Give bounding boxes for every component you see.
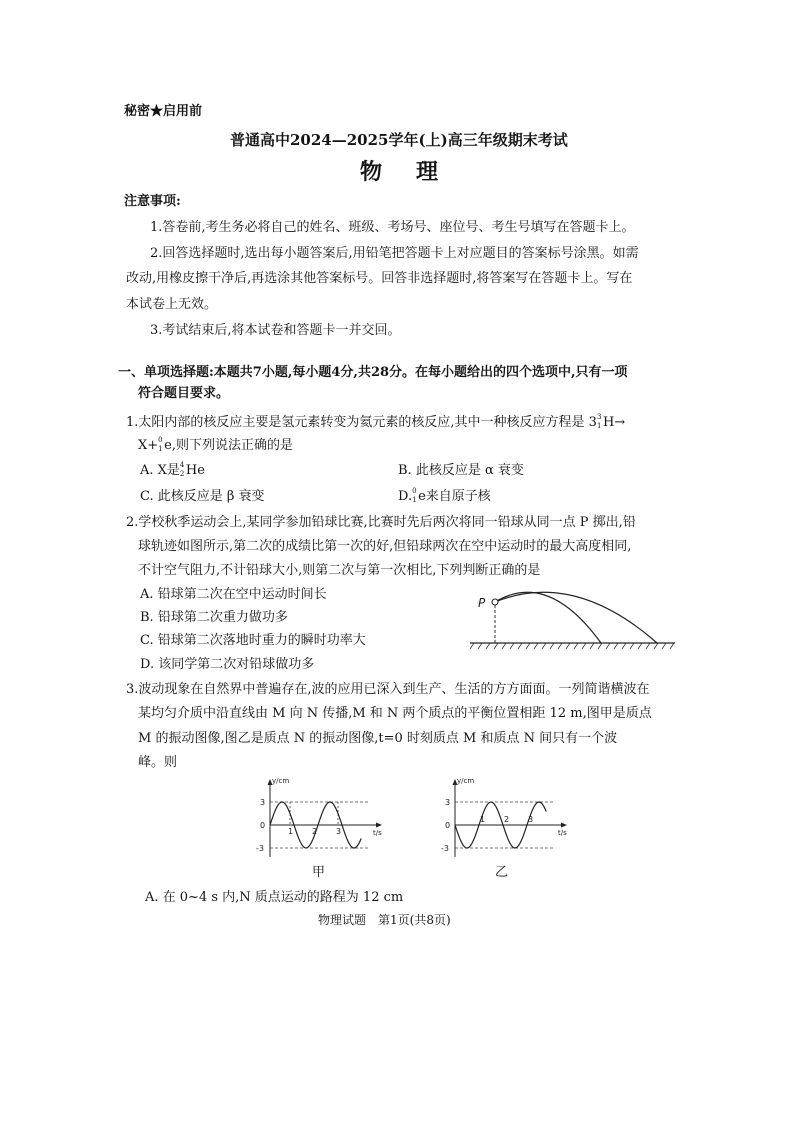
graph-m-xtick-1: 1: [288, 827, 294, 836]
q3-stem-line4: 峰。则: [138, 755, 178, 770]
nuclide-e-charge: 1: [158, 445, 163, 453]
q2-option-c[interactable]: C. 铅球第二次落地时重力的瞬时功率大: [140, 633, 366, 648]
subject-title: 物 理: [360, 159, 445, 185]
graph-m-xlabel: t/s: [373, 829, 382, 837]
q1-option-d[interactable]: [398, 488, 491, 506]
q1-option-a-text: A. X是: [140, 463, 180, 478]
q3-stem-line2: 某均匀介质中沿直线由 M 向 N 传播,M 和 N 两个质点的平衡位置相距 12 m,图甲是质点: [138, 706, 652, 721]
nuclide-h-charge: 1: [596, 422, 602, 430]
exam-title: 普通高中2024—2025学年(上)高三年级期末考试: [230, 131, 568, 149]
graph-n-ytick-zero: 0: [445, 821, 451, 830]
vibration-graph-m: [250, 775, 390, 860]
launch-point: [492, 599, 498, 605]
q1-option-c[interactable]: C. 此核反应是 β 衰变: [140, 489, 265, 504]
graph-n-xtick-3: 3: [528, 815, 534, 824]
nuclide-h-mass: 3: [596, 413, 602, 421]
ground-hatching: [470, 643, 674, 649]
nuclide-he-mass: 4: [179, 461, 185, 469]
q1-option-d-label: D.: [398, 489, 413, 504]
section-heading: 一、单项选择题:本题共7小题,每小题4分,共28分。在每小题给出的四个选项中,只有一项: [118, 365, 628, 380]
product-x: X+: [138, 438, 159, 453]
q3-option-a[interactable]: A. 在 0~4 s 内,N 质点运动的路程为 12 cm: [145, 890, 404, 905]
q2-option-d[interactable]: D. 该同学第二次对铅球做功多: [140, 657, 315, 672]
vibration-graph-n: [435, 775, 575, 860]
confidential-mark: 秘密★启用前: [124, 104, 203, 119]
helium-symbol: He: [185, 463, 205, 478]
q1-option-a[interactable]: [140, 462, 205, 480]
notice-heading: 注意事项:: [124, 194, 181, 209]
notice-item-2: 2.回答选择题时,选出每小题答案后,用铅笔把答题卡上对应题目的答案标号涂黑。如需: [150, 246, 639, 261]
graph-n-xlabel: t/s: [558, 829, 567, 837]
q1-option-b[interactable]: B. 此核反应是 α 衰变: [398, 463, 524, 478]
nuclide-h: [597, 414, 603, 432]
graph-m-ytick-top: 3: [260, 798, 266, 807]
shotput-diagram: [470, 580, 680, 660]
nuclide-e-d: [412, 488, 418, 506]
nuclide-he-charge: 2: [179, 470, 185, 478]
trajectory-second: [495, 592, 657, 643]
q1-stem-text: 1.太阳内部的核反应主要是氢元素转变为氦元素的核反应,其中一种核反应方程是 3: [126, 415, 597, 430]
nuclide-e-mass: 0: [158, 436, 163, 444]
graph-m-ytick-zero: 0: [260, 821, 266, 830]
q1-stem-line2: [138, 437, 293, 455]
nuclide-e-d-charge: 1: [412, 496, 417, 504]
graph-n-ytick-top: 3: [445, 798, 451, 807]
graph-m-caption: 甲: [312, 865, 326, 880]
graph-n-caption: 乙: [495, 865, 509, 880]
positron-symbol: e: [164, 438, 172, 453]
hydrogen-symbol: H: [602, 415, 615, 430]
graph-m-xtick-3: 3: [336, 827, 342, 836]
page-footer: 物理试题 第1页(共8页): [318, 913, 451, 927]
notice-item-2-cont: 改动,用橡皮擦干净后,再选涂其他答案标号。回答非选择题时,将答案写在答题卡上。写在: [126, 271, 633, 286]
nuclide-e: [158, 437, 164, 455]
nuclide-he: [180, 462, 186, 480]
graph-m-x-arrow: [376, 823, 382, 828]
q3-stem-line3: M 的振动图像,图乙是质点 N 的振动图像,t=0 时刻质点 M 和质点 N 间只有一个波: [138, 731, 618, 746]
q2-stem-line1: 2.学校秋季运动会上,某同学参加铅球比赛,比赛时先后两次将同一铅球从同一点 P 掷出,铅: [126, 515, 636, 530]
section-heading-cont: 符合题目要求。: [138, 386, 230, 401]
graph-n-xtick-2: 2: [504, 815, 510, 824]
graph-n-x-arrow: [561, 823, 567, 828]
graph-m-xtick-2: 2: [312, 827, 318, 836]
q3-stem-line1: 3.波动现象在自然界中普遍存在,波的应用已深入到生产、生活的方方面面。一列简谐横波在: [126, 682, 650, 697]
graph-m-ytick-bottom: -3: [256, 844, 264, 853]
notice-item-1: 1.答卷前,考生务必将自己的姓名、班级、考场号、座位号、考生号填写在答题卡上。: [150, 220, 635, 235]
q2-stem-line2: 球轨迹如图所示,第二次的成绩比第一次的好,但铅球两次在空中运动时的最大高度相同,: [138, 539, 632, 554]
q1-option-d-text: e来自原子核: [418, 489, 491, 504]
reaction-arrow: →: [614, 415, 626, 430]
graph-m-ylabel: y/cm: [272, 777, 290, 785]
q2-option-b[interactable]: B. 铅球第二次重力做功多: [140, 610, 288, 625]
q2-stem-line3: 不计空气阻力,不计铅球大小,则第二次与第一次相比,下列判断正确的是: [138, 563, 541, 578]
notice-item-2-end: 本试卷上无效。: [126, 297, 218, 312]
point-p-label: P: [478, 596, 486, 610]
graph-n-ylabel: y/cm: [457, 777, 475, 785]
nuclide-e-d-mass: 0: [412, 487, 417, 495]
graph-n-ytick-bottom: -3: [441, 844, 449, 853]
q1-stem-end: ,则下列说法正确的是: [171, 438, 293, 453]
q2-option-a[interactable]: A. 铅球第二次在空中运动时间长: [140, 587, 327, 602]
q1-stem-line1: [126, 414, 625, 432]
notice-item-3: 3.考试结束后,将本试卷和答题卡一并交回。: [150, 323, 401, 338]
graph-n-xtick-1: 1: [480, 815, 486, 824]
trajectory-first: [495, 592, 601, 643]
